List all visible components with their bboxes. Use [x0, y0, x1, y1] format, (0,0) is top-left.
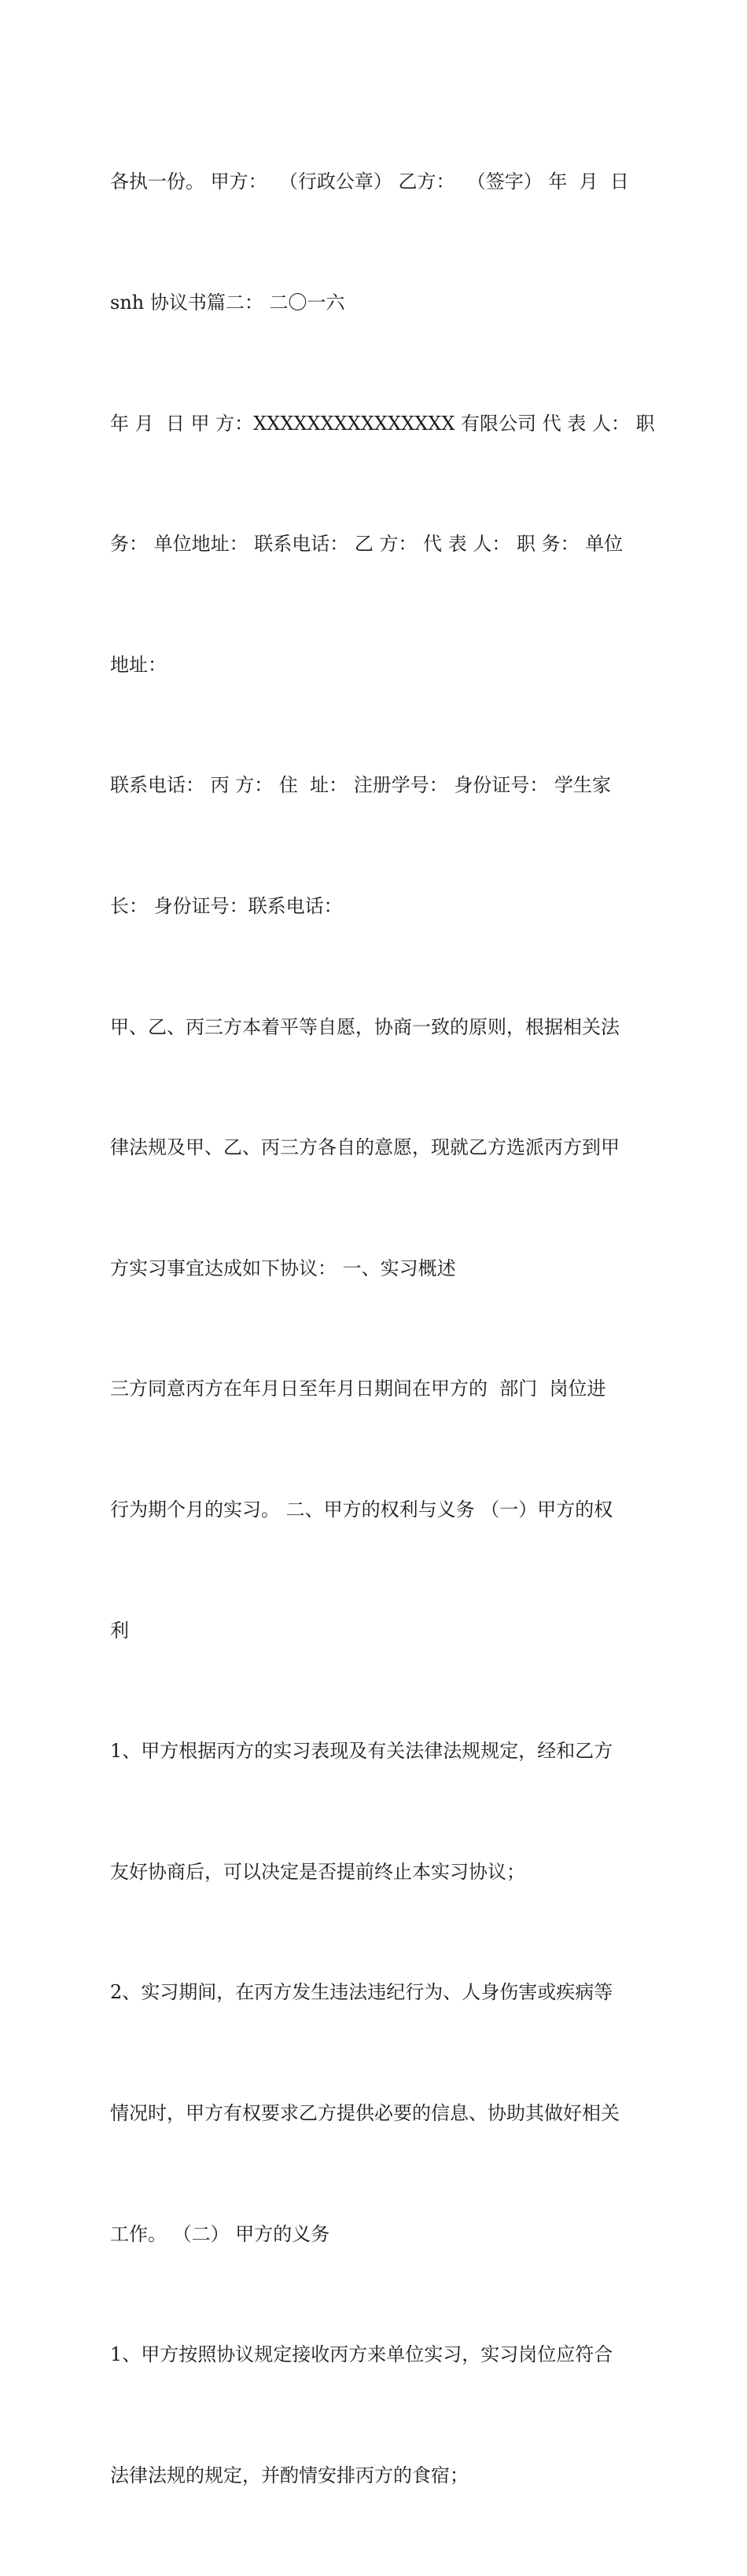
text-line: 行为期个月的实习。 二、甲方的权利与义务 （一）甲方的权	[110, 1498, 613, 1521]
text-line: 律法规及甲、乙、丙三方各自的意愿，现就乙方选派丙方到甲	[110, 1136, 620, 1159]
document-body	[110, 82, 653, 2576]
text-line: 工作。 （二） 甲方的义务	[110, 2222, 330, 2245]
text-line: 各执一份。 甲方： （行政公章） 乙方： （签字） 年 月 日	[110, 171, 629, 193]
text-line: 利	[110, 1619, 129, 1642]
text-line: 年 月 日 甲 方：XXXXXXXXXXXXXXX 有限公司 代 表 人： 职	[110, 412, 655, 435]
text-line: 务： 单位地址： 联系电话： 乙 方： 代 表 人： 职 务： 单位	[110, 533, 624, 556]
text-line: 三方同意丙方在年月日至年月日期间在甲方的 部门 岗位进	[110, 1378, 606, 1400]
text-line: 甲、乙、丙三方本着平等自愿，协商一致的原则，根据相关法	[110, 1015, 620, 1038]
text-line: 长： 身份证号：联系电话：	[110, 894, 343, 917]
text-line: 联系电话： 丙 方： 住 址： 注册学号： 身份证号： 学生家	[110, 774, 612, 797]
text-line: 1、甲方按照协议规定接收丙方来单位实习，实习岗位应符合	[110, 2343, 613, 2366]
text-line: 方实习事宜达成如下协议： 一、实习概述	[110, 1257, 456, 1279]
text-line: 地址：	[110, 653, 167, 676]
text-line: 情况时，甲方有权要求乙方提供必要的信息、协助其做好相关	[110, 2101, 620, 2124]
text-line: 1、甲方根据丙方的实习表现及有关法律法规规定，经和乙方	[110, 1740, 613, 1763]
text-line: 友好协商后，可以决定是否提前终止本实习协议；	[110, 1860, 525, 1883]
text-line: 法律法规的规定，并酌情安排丙方的食宿；	[110, 2464, 469, 2486]
text-line: 2、实习期间，在丙方发生违法违纪行为、人身伤害或疾病等	[110, 1981, 613, 2004]
text-line: snh 协议书篇二： 二〇一六	[110, 292, 345, 314]
